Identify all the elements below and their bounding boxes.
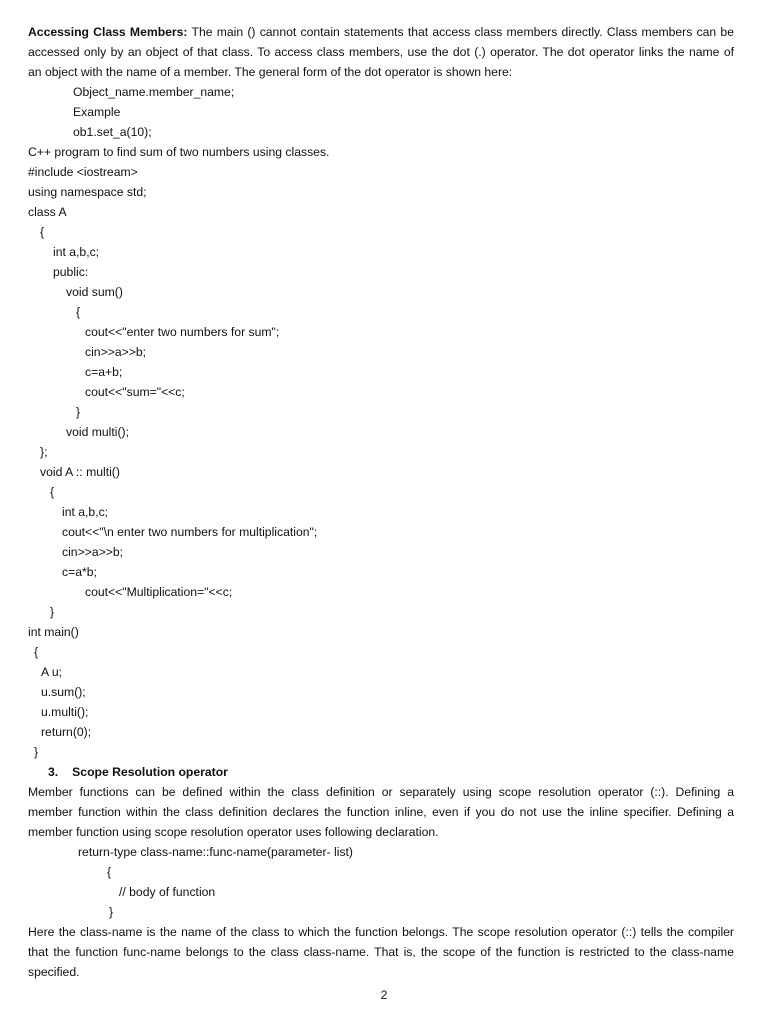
code-line: cout<<"sum="<<c; [85, 385, 185, 399]
syntax-line: Object_name.member_name; [73, 85, 235, 99]
code-line: } [34, 745, 39, 759]
section-title: Scope Resolution operator [72, 765, 228, 779]
code-line: cin>>a>>b; [85, 345, 146, 359]
code-line: cout<<"Multiplication="<<c; [85, 585, 233, 599]
code-line: return(0); [41, 725, 92, 739]
paragraph-line: that the function func-name belongs to the class class-name. That is, the scope of the function is restricted to the class-name [28, 945, 734, 959]
code-line: } [50, 605, 55, 619]
code-line: cin>>a>>b; [62, 545, 123, 559]
paragraph-text: The main () cannot contain statements that access class members directly. Class members can be [191, 25, 734, 39]
section-heading-scope [48, 762, 228, 782]
section-heading-accessing: Accessing Class Members: [28, 25, 188, 39]
code-line: void multi(); [66, 425, 129, 439]
page-number: 2 [380, 988, 388, 1002]
code-line: { [34, 645, 39, 659]
code-line: { [76, 305, 81, 319]
code-line: void sum() [66, 285, 123, 299]
declaration-line: // body of function [119, 885, 216, 899]
code-line: cout<<"enter two numbers for sum"; [85, 325, 280, 339]
code-line: A u; [41, 665, 63, 679]
code-line: void A :: multi() [40, 465, 120, 479]
paragraph-line: Member functions can be defined within the class definition or separately using scope resolution operator (::). Defining a [28, 785, 734, 799]
code-line: }; [40, 445, 48, 459]
code-line: cout<<"\n enter two numbers for multiplication"; [62, 525, 318, 539]
example-code: ob1.set_a(10); [73, 125, 152, 139]
paragraph-line: accessed only by an object of that class. To access class members, use the dot (.) operator. The dot operator links the name of [28, 45, 734, 59]
code-line: { [50, 485, 55, 499]
paragraph-line [28, 22, 734, 42]
code-line: #include <iostream> [28, 165, 138, 179]
code-line: class A [28, 205, 67, 219]
paragraph-line: an object with the name of a member. The general form of the dot operator is shown here: [28, 65, 513, 79]
program-title: C++ program to find sum of two numbers using classes. [28, 145, 330, 159]
paragraph-line: specified. [28, 965, 80, 979]
paragraph-line: Here the class-name is the name of the class to which the function belongs. The scope resolution operator (::) tells the compiler [28, 925, 734, 939]
code-line: int main() [28, 625, 79, 639]
code-line: c=a*b; [62, 565, 97, 579]
example-label: Example [73, 105, 121, 119]
section-number: 3. [48, 765, 59, 779]
code-line: int a,b,c; [62, 505, 109, 519]
code-line: u.multi(); [41, 705, 89, 719]
code-line: { [40, 225, 45, 239]
code-line: using namespace std; [28, 185, 147, 199]
declaration-line: return-type class-name::func-name(parameter- list) [78, 845, 353, 859]
code-line: u.sum(); [41, 685, 86, 699]
paragraph-line: member function using scope resolution operator uses following declaration. [28, 825, 439, 839]
code-line: public: [53, 265, 89, 279]
declaration-line: } [109, 905, 114, 919]
declaration-line: { [107, 865, 112, 879]
code-line: int a,b,c; [53, 245, 100, 259]
code-line: } [76, 405, 81, 419]
paragraph-line: member function within the class definition declares the function inline, even if you do not use the inline specifier. Defining a [28, 805, 734, 819]
code-line: c=a+b; [85, 365, 123, 379]
